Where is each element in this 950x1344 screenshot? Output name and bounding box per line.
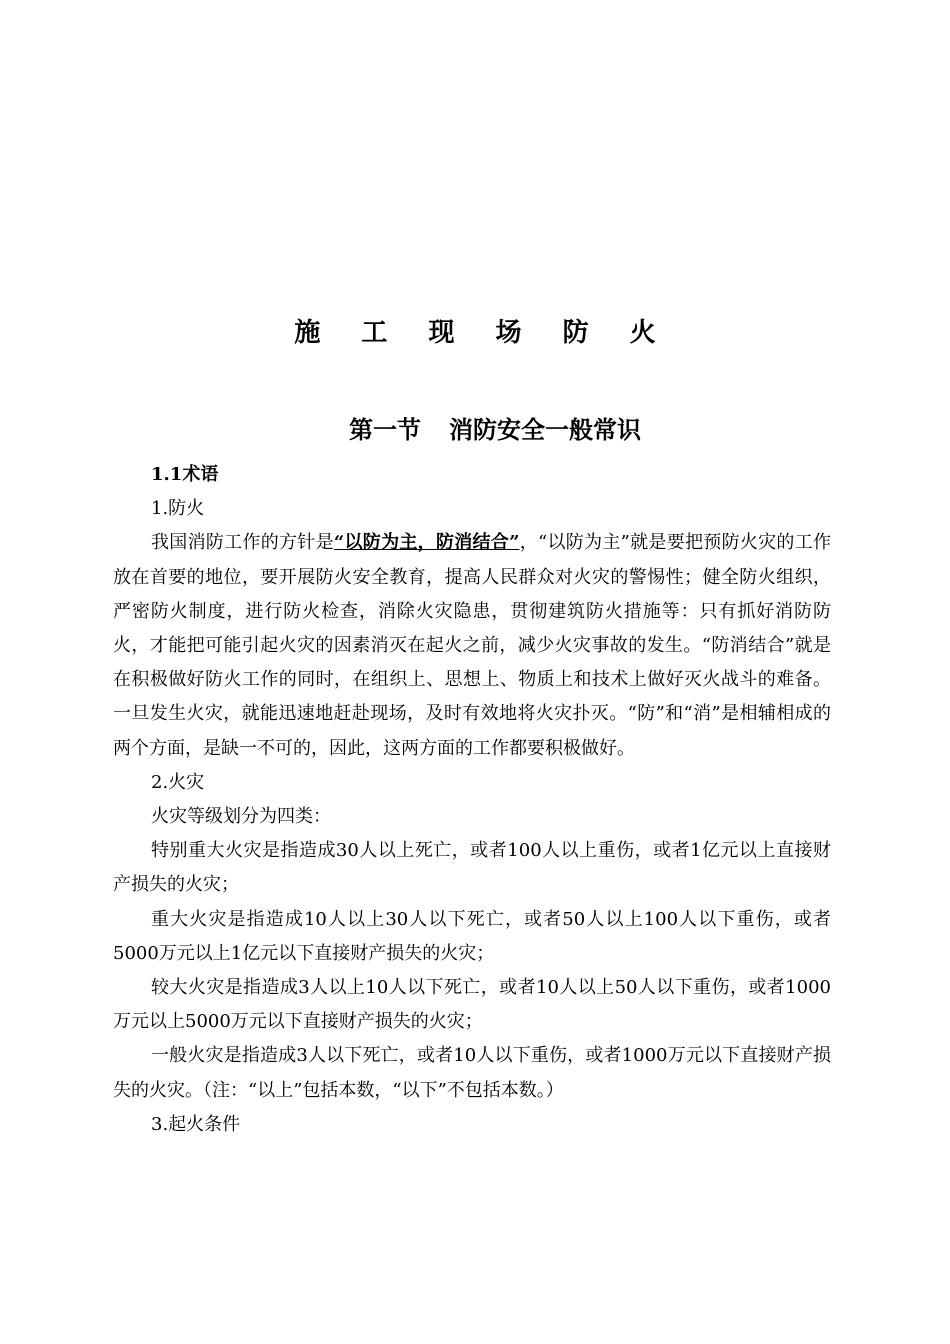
subsection-heading: 1.1术语 bbox=[151, 464, 219, 485]
item1-text-after: ，“以防为主”就是要把预防火灾的工作放在首要的地位，要开展防火安全教育，提高人民群众对火灾的警惕性；健全防火组织，严密防火制度，进行防火检查，消除火灾隐患，贯彻建筑防火措施等：只有抓好消防防火，才能把可能引起火灾的因素消灭在起火之前，减少火灾事故的发生。“防消结合”就是在积极做好防火工作的同时，在组织上、思想上、物质上和技术上做好灭火战斗的难备。一旦发生火灾，就能迅速地赶赴现场，及时有效地将火灾扑灭。“防”和“消”是相辅相成的两个方面，是缺一不可的，因此，这两方面的工作都要积极做好。 bbox=[113, 532, 832, 759]
document-body bbox=[113, 458, 831, 1142]
fire-level-paragraph: 一般火灾是指造成3人以下死亡，或者10人以下重伤，或者1000万元以下直接财产损失的火灾。（注：“以上”包括本数，“以下”不包括本数。） bbox=[113, 1045, 831, 1101]
item2-heading: 2.火灾 bbox=[151, 771, 205, 793]
document-title: 施 工 现 场 防 火 bbox=[294, 318, 672, 348]
item1-paragraph bbox=[113, 526, 831, 765]
item1-text-before: 我国消防工作的方针是 bbox=[151, 532, 334, 554]
fire-level-paragraph: 特别重大火灾是指造成30人以上死亡，或者100人以上重伤，或者1亿元以上直接财产损失的火灾； bbox=[113, 840, 831, 896]
item3-heading: 3.起火条件 bbox=[151, 1113, 241, 1135]
policy-emphasis: “以防为主，防消结合” bbox=[333, 532, 520, 554]
section-heading bbox=[0, 410, 950, 445]
item1-heading: 1.防火 bbox=[151, 498, 205, 520]
fire-level-paragraph: 重大火灾是指造成10人以上30人以下死亡，或者50人以上100人以下重伤，或者5000万元以上1亿元以下直接财产损失的火灾； bbox=[113, 908, 831, 964]
section-number: 第一节 bbox=[349, 415, 421, 444]
item2-intro: 火灾等级划分为四类： bbox=[151, 806, 331, 828]
section-name: 消防安全一般常识 bbox=[449, 415, 641, 444]
fire-level-paragraph: 较大火灾是指造成3人以上10人以下死亡，或者10人以上50人以下重伤，或者1000万元以上5000万元以下直接财产损失的火灾； bbox=[113, 977, 831, 1033]
